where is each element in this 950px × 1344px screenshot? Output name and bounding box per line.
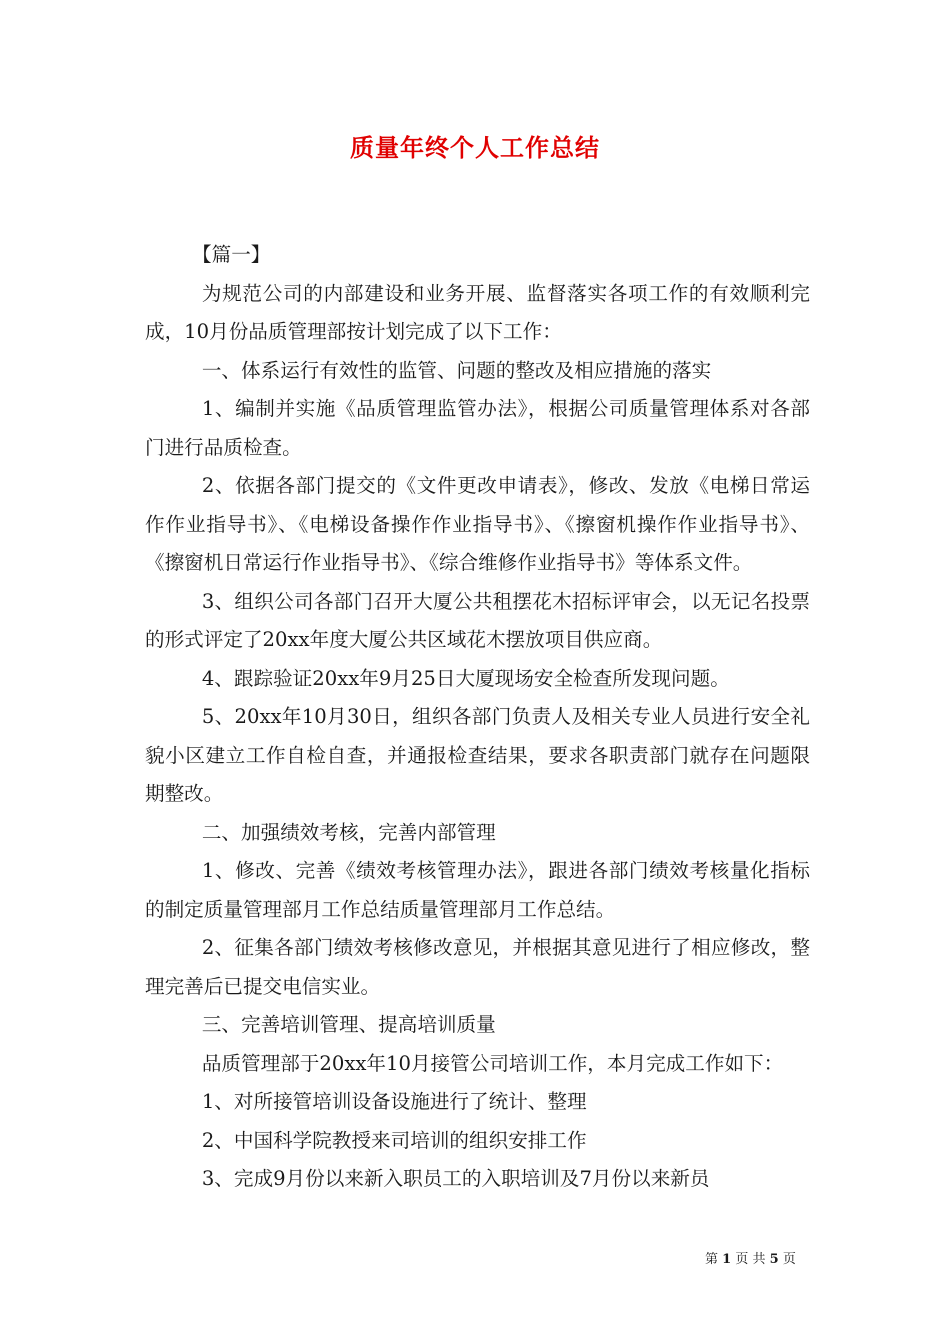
paragraph: 2、中国科学院教授来司培训的组织安排工作 (201, 1128, 587, 1152)
paragraph: 2、征集各部门绩效考核修改意见，并根据其意见进行了相应修改，整理完善后已提交电信实业。 (145, 936, 810, 998)
paragraph: 1、修改、完善《绩效考核管理办法》，跟进各部门绩效考核量化指标的制定质量管理部月工作总结质量管理部月工作总结。 (145, 859, 810, 921)
heading-section-1: 一、体系运行有效性的监管、问题的整改及相应措施的落实 (201, 358, 712, 382)
paragraph: 5、20xx年10月30日，组织各部门负责人及相关专业人员进行安全礼貌小区建立工作自检自查，并通报检查结果，要求各职责部门就存在问题限期整改。 (145, 705, 810, 805)
paragraph: 1、对所接管培训设备设施进行了统计、整理 (201, 1090, 587, 1113)
document-body (145, 236, 810, 1199)
page-title: 质量年终个人工作总结 (350, 133, 600, 162)
heading-section-2: 二、加强绩效考核，完善内部管理 (201, 820, 496, 844)
footer-current-page: 1 (722, 1252, 732, 1267)
paragraph: 4、跟踪验证20xx年9月25日大厦现场安全检查所发现问题。 (201, 666, 730, 690)
footer-suffix: 页 (782, 1252, 796, 1267)
paragraph: 3、组织公司各部门召开大厦公共租摆花木招标评审会，以无记名投票的形式评定了20xx年度大厦公共区域花木摆放项目供应商。 (145, 589, 810, 651)
heading-section-3: 三、完善培训管理、提高培训质量 (201, 1013, 496, 1036)
page-footer (705, 1248, 796, 1267)
paragraph: 为规范公司的内部建设和业务开展、监督落实各项工作的有效顺利完成，10月份品质管理部按计划完成了以下工作： (145, 281, 810, 343)
paragraph: 1、编制并实施《品质管理监管办法》，根据公司质量管理体系对各部门进行品质检查。 (145, 397, 810, 459)
paragraph: 2、依据各部门提交的《文件更改申请表》，修改、发放《电梯日常运作作业指导书》、《电梯设备操作作业指导书》、《擦窗机操作作业指导书》、《擦窗机日常运行作业指导书》、《综合维修作业指导书》等体系文件。 (145, 474, 810, 574)
footer-middle: 页 共 (735, 1252, 766, 1267)
footer-prefix: 第 (705, 1252, 719, 1267)
paragraph: 3、完成9月份以来新入职员工的入职培训及7月份以来新员 (201, 1167, 710, 1190)
footer-total-pages: 5 (769, 1252, 779, 1267)
paragraph: 品质管理部于20xx年10月接管公司培训工作，本月完成工作如下： (201, 1051, 784, 1075)
section-tag: 【篇一】 (192, 243, 271, 266)
